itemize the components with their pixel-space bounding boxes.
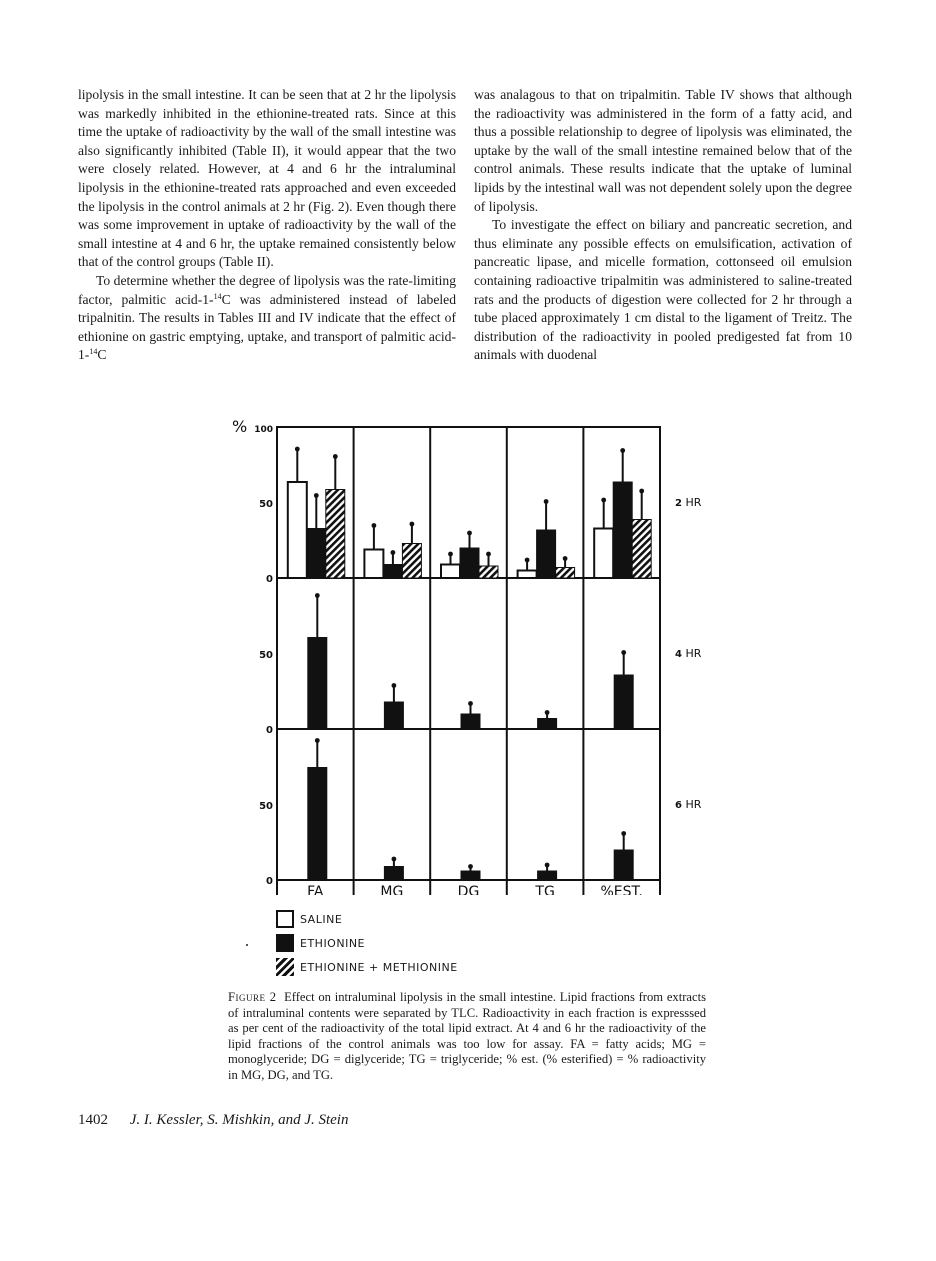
bar-open bbox=[518, 571, 537, 579]
bar-solid bbox=[308, 768, 327, 881]
bar-solid bbox=[538, 871, 557, 880]
bar-open bbox=[441, 565, 460, 579]
panel-label bbox=[675, 496, 702, 509]
y-tick-label: 50 bbox=[259, 801, 273, 812]
text-span: C was administered instead of labeled tripalnitin. The results in Tables III and IV indicate that the effect of ethionine on gastric emptying, uptake, and transport of palmitic acid-1- bbox=[78, 291, 456, 363]
bar-solid bbox=[537, 530, 556, 578]
error-bar-cap bbox=[639, 489, 644, 494]
right-text-column bbox=[474, 86, 852, 365]
bar-solid bbox=[384, 867, 403, 881]
y-tick-label: 0 bbox=[266, 876, 273, 887]
text-span: To determine whether the degree of lipolysis was the rate-limiting factor, palmitic acid-1- bbox=[78, 272, 456, 307]
error-bar-cap bbox=[410, 522, 415, 527]
error-bar-cap bbox=[392, 857, 397, 862]
bar-solid bbox=[308, 638, 327, 730]
bar-solid bbox=[614, 675, 633, 729]
bar-solid bbox=[461, 714, 480, 729]
text-span: C bbox=[97, 347, 107, 363]
category-label: MG bbox=[380, 884, 404, 895]
paragraph: was analagous to that on tripalmitin. Table IV shows that although the radioactivity was administered in the form of a fatty acid, and thus a possible relationship to degree of lipolysis was eliminated, the uptake by the wall of the small intestine remained below that of the control animals. These results indicate that the uptake of luminal lipids by the intestinal wall was not dependent solely upon the degree of lipolysis. bbox=[474, 87, 852, 214]
bar-chart-svg bbox=[220, 415, 720, 895]
category-label: DG bbox=[457, 884, 480, 895]
bar-hatched bbox=[326, 490, 345, 579]
error-bar-cap bbox=[295, 447, 300, 452]
bar-solid bbox=[461, 871, 480, 880]
bar-hatched bbox=[479, 566, 498, 578]
error-bar-cap bbox=[372, 523, 377, 528]
legend-label: ETHIONINE bbox=[300, 936, 365, 950]
error-bar-cap bbox=[392, 683, 397, 688]
error-bar-cap bbox=[468, 864, 473, 869]
running-authors: J. I. Kessler, S. Mishkin, and J. Stein bbox=[129, 1112, 349, 1128]
paragraph: To investigate the effect on biliary and pancreatic secretion, and thus eliminate any possible effects on emulsification, activation of pancreatic lipase, and micelle formation, cottonseed oil emulsion containing radioactive tripalmitin was administered to saline-treated rats and the products of digestion were collected for 2 hr through a tube placed approximately 1 cm distal to the ligament of Treitz. The distribution of the radioactivity in pooled predigested fat from 10 animals with duodenal bbox=[474, 217, 852, 363]
paragraph bbox=[78, 272, 456, 365]
error-bar-cap bbox=[315, 738, 320, 743]
error-bar-cap bbox=[621, 831, 626, 836]
error-bar-cap bbox=[467, 531, 472, 536]
error-bar-cap bbox=[601, 498, 606, 503]
bar-solid bbox=[614, 850, 633, 880]
bar-hatched bbox=[632, 520, 651, 579]
bar-solid bbox=[613, 482, 632, 578]
caption-text: Effect on intraluminal lipolysis in the small intestine. Lipid fractions from extracts of intraluminal contents were separated by TLC. Radioactivity in each fraction is expresssed as per cent of the radioactivity of the total lipid extract. At 4 and 6 hr the radioactivity of the lipid fractions of the control animals was too low for assay. FA = fatty acids; MG = monoglyceride; DG = diglyceride; TG = triglyceride; % est. (% esterified) = % radioactivity in MG, DG, and TG. bbox=[228, 990, 706, 1082]
category-label: %EST. bbox=[600, 884, 643, 895]
bar-hatched bbox=[402, 544, 421, 579]
chart-marks bbox=[254, 425, 702, 895]
error-bar-cap bbox=[468, 701, 473, 706]
legend-label: ETHIONINE + METHIONINE bbox=[300, 960, 458, 974]
paragraph: lipolysis in the small intestine. It can be seen that at 2 hr the lipolysis was markedly inhibited in the ethionine-treated rats. Since at this time the uptake of radioactivity by the wall of the small intestine was also significantly inhibited (Table II), it would appear that the two were closely related. However, at 4 and 6 hr the intraluminal lipolysis in the ethionine-treated rats approached and even exceeded the lipolysis in the control animals at 2 hr (Fig. 2). Even though there was some improvement in uptake of radioactivity by the wall of the small intestine at 4 and 6 hr, the uptake remained consistently below that of the control groups (Table II). bbox=[78, 87, 456, 270]
error-bar-cap bbox=[545, 863, 550, 868]
y-axis-unit-label: % bbox=[232, 417, 248, 436]
y-tick-label: 0 bbox=[266, 725, 273, 736]
bar-solid bbox=[307, 529, 326, 579]
figure-2-chart bbox=[220, 415, 720, 895]
error-bar-cap bbox=[620, 448, 625, 453]
print-speck bbox=[246, 944, 248, 946]
category-label: FA bbox=[307, 884, 324, 895]
bar-solid bbox=[384, 702, 403, 729]
legend-item-saline bbox=[276, 907, 458, 931]
panel-hour-number: 4 bbox=[675, 649, 686, 660]
error-bar-cap bbox=[545, 710, 550, 715]
error-bar-cap bbox=[486, 552, 491, 557]
category-label: TG bbox=[535, 884, 555, 895]
left-text-column bbox=[78, 86, 456, 365]
y-tick-label: 50 bbox=[259, 499, 273, 510]
panel-label bbox=[675, 647, 702, 660]
page-footer bbox=[78, 1112, 348, 1129]
superscript: 14 bbox=[89, 347, 98, 357]
panel-hour-unit: HR bbox=[685, 496, 702, 509]
y-tick-label: 50 bbox=[259, 650, 273, 661]
bar-solid bbox=[538, 719, 557, 730]
error-bar-cap bbox=[314, 493, 319, 498]
chart-legend bbox=[276, 907, 458, 979]
page-number: 1402 bbox=[78, 1112, 108, 1128]
panel-hour-number: 6 bbox=[675, 800, 686, 811]
error-bar-cap bbox=[544, 499, 549, 504]
bar-hatched bbox=[556, 568, 575, 579]
figure-caption bbox=[228, 990, 706, 1084]
figure-label: Figure 2 bbox=[228, 990, 277, 1004]
panel-label bbox=[675, 798, 702, 811]
error-bar-cap bbox=[525, 558, 530, 563]
bar-open bbox=[288, 482, 307, 578]
legend-swatch-hatched bbox=[276, 958, 294, 976]
error-bar-cap bbox=[315, 593, 320, 598]
legend-item-ethionine-methionine bbox=[276, 955, 458, 979]
bar-open bbox=[594, 529, 613, 579]
superscript: 14 bbox=[213, 291, 222, 301]
panel-hour-number: 2 bbox=[675, 498, 686, 509]
bar-solid bbox=[383, 565, 402, 579]
panel-hour-unit: HR bbox=[685, 647, 702, 660]
legend-item-ethionine bbox=[276, 931, 458, 955]
panel-hour-unit: HR bbox=[685, 798, 702, 811]
bar-solid bbox=[460, 548, 479, 578]
error-bar-cap bbox=[563, 556, 568, 561]
legend-label: SALINE bbox=[300, 912, 343, 926]
y-tick-label: 100 bbox=[254, 425, 273, 435]
legend-swatch-open bbox=[276, 910, 294, 928]
error-bar-cap bbox=[448, 552, 453, 557]
error-bar-cap bbox=[391, 550, 396, 555]
error-bar-cap bbox=[621, 650, 626, 655]
bar-open bbox=[364, 550, 383, 579]
error-bar-cap bbox=[333, 454, 338, 459]
y-tick-label: 0 bbox=[266, 574, 273, 585]
legend-swatch-solid bbox=[276, 934, 294, 952]
